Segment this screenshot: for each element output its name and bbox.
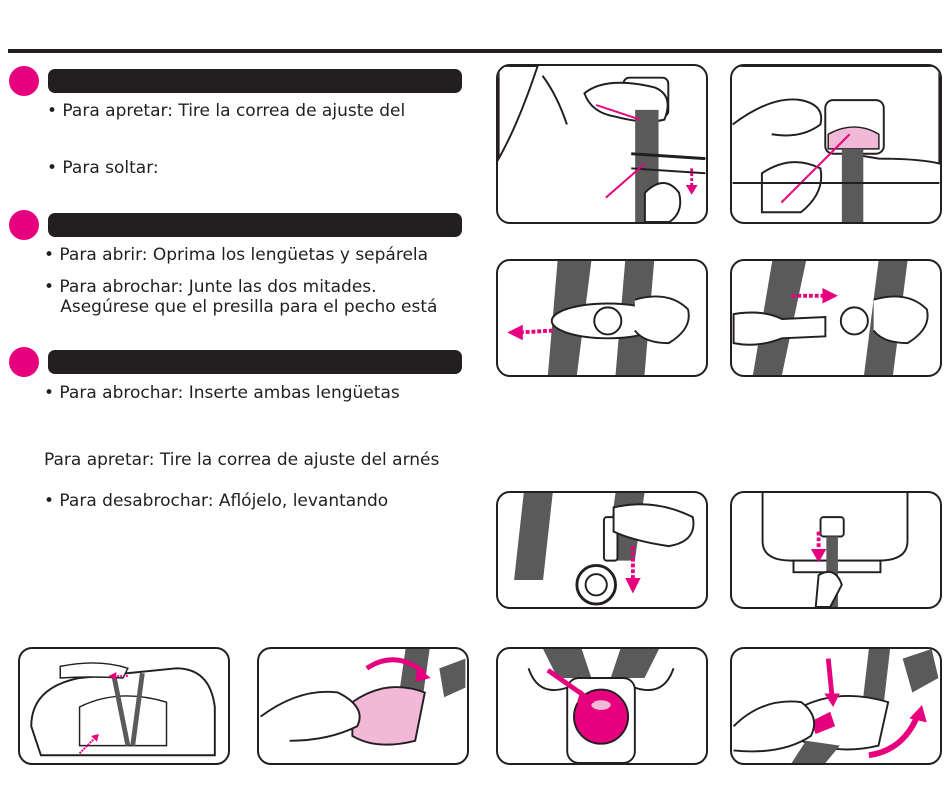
section-2-header-bar <box>48 213 462 237</box>
section-3-header-bar <box>48 350 462 374</box>
section-2-marker <box>9 210 39 240</box>
section-3-line-1: • Para abrochar: Inserte ambas lengüetas <box>44 383 400 403</box>
section-2-line-2: • Para abrochar: Junte las dos mitades. <box>44 277 377 297</box>
section-2-line-1: • Para abrir: Oprima los lengüetas y sepárela <box>44 245 429 265</box>
chest-clip-open-illustration <box>496 259 708 377</box>
section-3-line-3: • Para desabrochar: Aflójelo, levantando <box>44 491 389 511</box>
section-3-marker <box>9 347 39 377</box>
chest-clip-close-illustration <box>730 259 942 377</box>
buckle-insert-illustration <box>257 647 469 765</box>
section-2-line-3: Asegúrese que el presilla para el pecho está <box>44 297 438 317</box>
buckle-lift-illustration <box>730 647 942 765</box>
buckle-tongue-illustration <box>496 491 708 609</box>
buckle-release-button-illustration <box>496 647 708 765</box>
section-1-line-1: • Para apretar: Tire la correa de ajuste del <box>47 101 406 121</box>
seat-overview-illustration <box>18 647 230 765</box>
harness-tighten-illustration <box>496 64 708 224</box>
section-1-line-2: • Para soltar: <box>47 158 159 178</box>
section-1-header-bar <box>48 69 462 93</box>
section-1-marker <box>9 66 39 96</box>
adjust-strap-pull-illustration <box>730 491 942 609</box>
top-rule <box>8 49 942 53</box>
section-3-line-2: Para apretar: Tire la correa de ajuste del arnés <box>44 450 440 470</box>
harness-loosen-illustration <box>730 64 942 224</box>
